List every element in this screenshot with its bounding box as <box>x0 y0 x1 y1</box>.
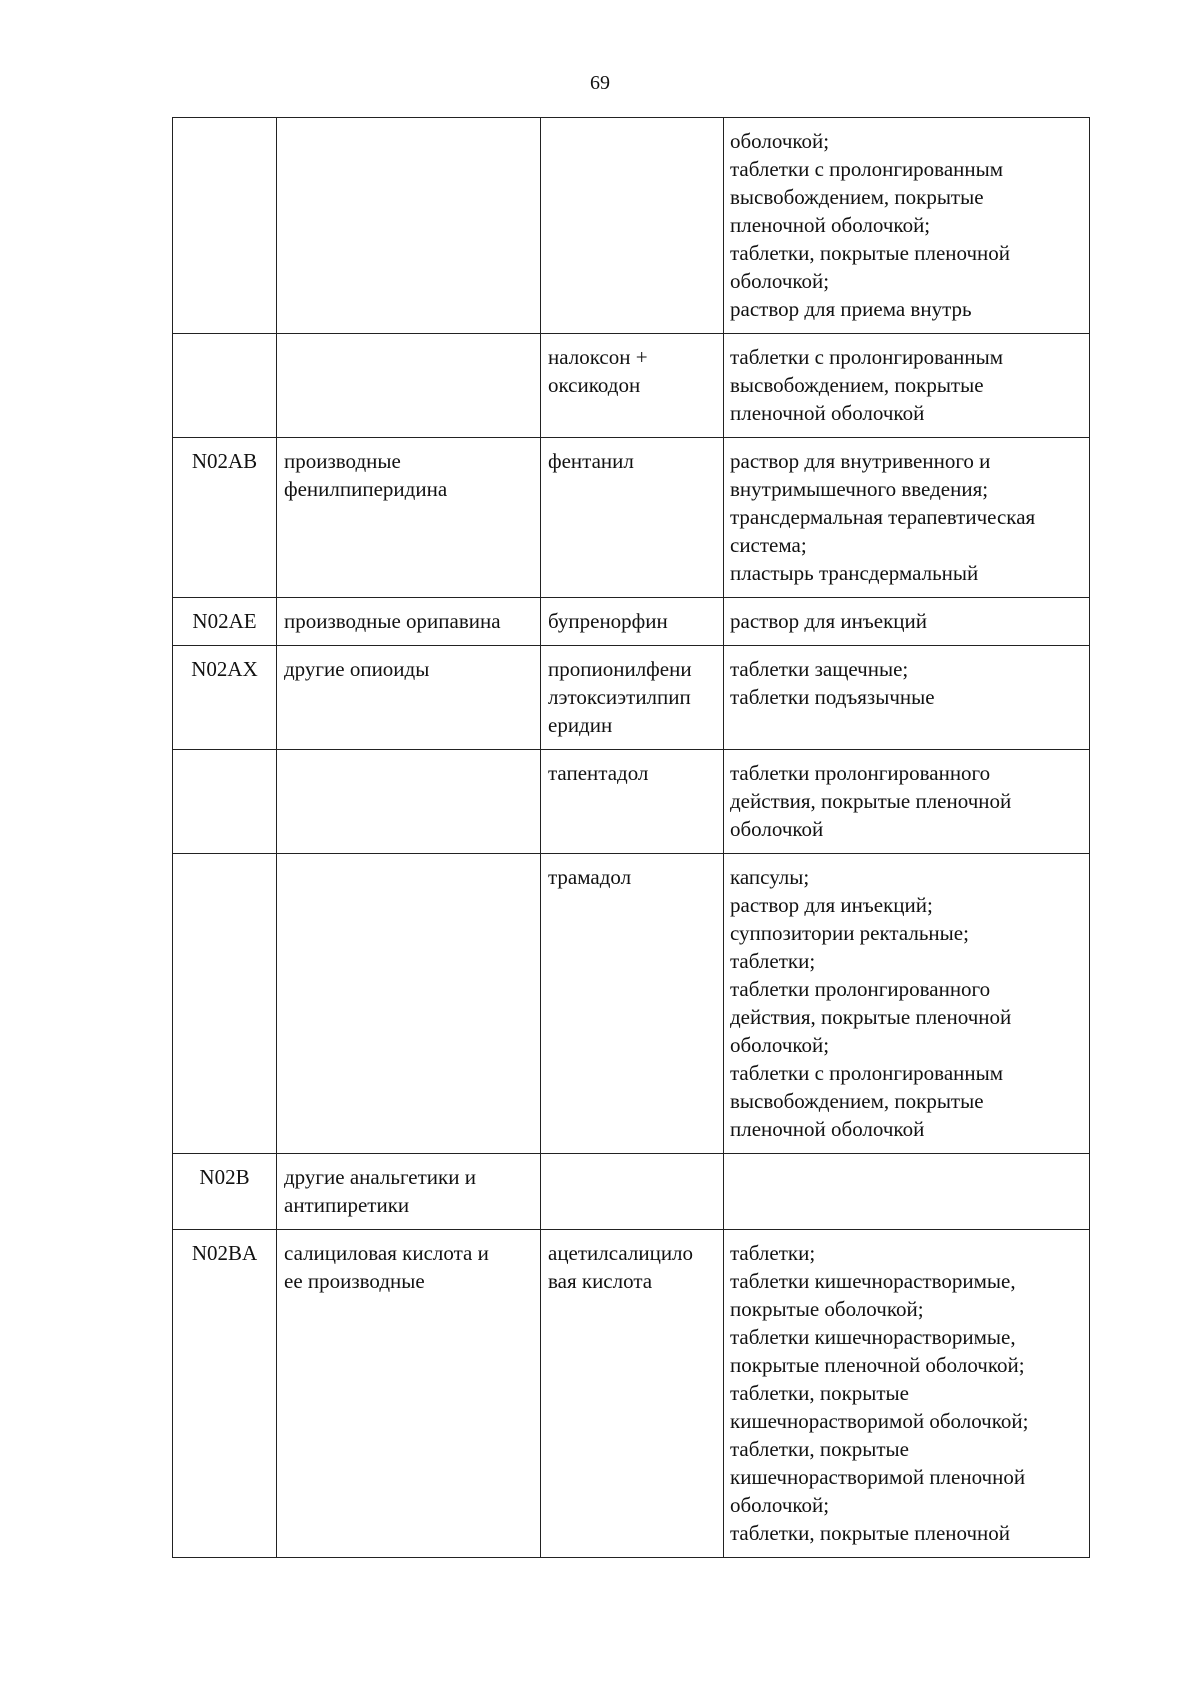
dosage-forms-cell: таблетки; таблетки кишечнорастворимые, покрытые оболочкой; таблетки кишечнорастворимые, покрытые пленочной оболочкой; таблетки, покрытые кишечнорастворимой оболочкой; таблетки, покрытые кишечнорастворимой пленочной оболочкой; таблетки, покрытые пленочной <box>724 1230 1090 1558</box>
dosage-forms-cell <box>724 1154 1090 1230</box>
atc-code-cell: N02B <box>173 1154 277 1230</box>
dosage-forms-cell: оболочкой; таблетки с пролонгированным высвобождением, покрытые пленочной оболочкой; таблетки, покрытые пленочной оболочкой; раствор для приема внутрь <box>724 118 1090 334</box>
atc-code-cell: N02AB <box>173 438 277 598</box>
table-row <box>173 438 1090 598</box>
group-name-cell: салициловая кислота и ее производные <box>277 1230 541 1558</box>
drug-name-cell: трамадол <box>541 854 724 1154</box>
atc-code-cell: N02AE <box>173 598 277 646</box>
dosage-forms-cell: таблетки защечные; таблетки подъязычные <box>724 646 1090 750</box>
drug-name-cell: пропионилфени лэтоксиэтилпип еридин <box>541 646 724 750</box>
drug-name-cell <box>541 118 724 334</box>
atc-code-cell: N02BA <box>173 1230 277 1558</box>
group-name-cell <box>277 334 541 438</box>
medication-table <box>172 117 1090 1558</box>
group-name-cell <box>277 854 541 1154</box>
group-name-cell <box>277 750 541 854</box>
atc-code-cell: N02AX <box>173 646 277 750</box>
dosage-forms-cell: раствор для внутривенного и внутримышечного введения; трансдермальная терапевтическая система; пластырь трансдермальный <box>724 438 1090 598</box>
drug-name-cell: бупренорфин <box>541 598 724 646</box>
group-name-cell: производные орипавина <box>277 598 541 646</box>
atc-code-cell <box>173 750 277 854</box>
group-name-cell: другие анальгетики и антипиретики <box>277 1154 541 1230</box>
group-name-cell <box>277 118 541 334</box>
table-row <box>173 598 1090 646</box>
dosage-forms-cell: таблетки с пролонгированным высвобождением, покрытые пленочной оболочкой <box>724 334 1090 438</box>
dosage-forms-cell: таблетки пролонгированного действия, покрытые пленочной оболочкой <box>724 750 1090 854</box>
atc-code-cell <box>173 118 277 334</box>
atc-code-cell <box>173 854 277 1154</box>
table-row <box>173 1154 1090 1230</box>
table-row <box>173 334 1090 438</box>
drug-name-cell: тапентадол <box>541 750 724 854</box>
table-row <box>173 854 1090 1154</box>
table-row <box>173 1230 1090 1558</box>
atc-code-cell <box>173 334 277 438</box>
drug-name-cell <box>541 1154 724 1230</box>
dosage-forms-cell: раствор для инъекций <box>724 598 1090 646</box>
group-name-cell: другие опиоиды <box>277 646 541 750</box>
table-row <box>173 646 1090 750</box>
page-number: 69 <box>590 72 610 94</box>
drug-name-cell: ацетилсалицило вая кислота <box>541 1230 724 1558</box>
group-name-cell: производные фенилпиперидина <box>277 438 541 598</box>
dosage-forms-cell: капсулы; раствор для инъекций; суппозитории ректальные; таблетки; таблетки пролонгированного действия, покрытые пленочной оболочкой; таблетки с пролонгированным высвобождением, покрытые пленочной оболочкой <box>724 854 1090 1154</box>
drug-name-cell: налоксон + оксикодон <box>541 334 724 438</box>
drug-name-cell: фентанил <box>541 438 724 598</box>
table-row <box>173 750 1090 854</box>
table-row <box>173 118 1090 334</box>
